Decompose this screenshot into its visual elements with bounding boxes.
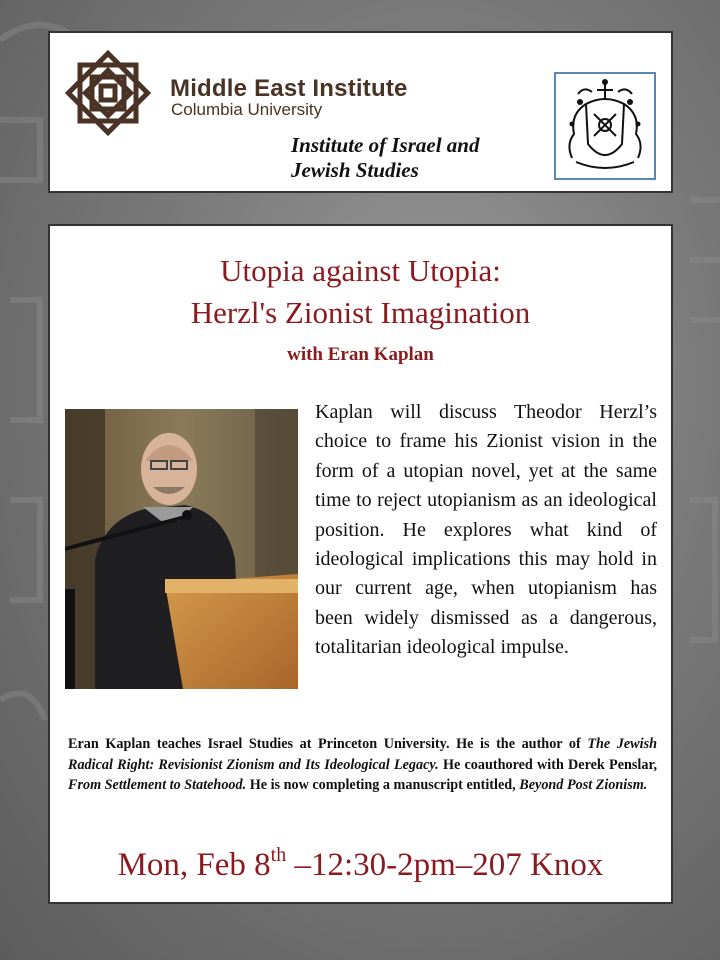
event-details	[50, 844, 671, 884]
talk-title	[50, 250, 671, 334]
bio-text-2: He coauthored with Derek Penslar,	[438, 756, 657, 773]
title-line-1: Utopia against Utopia:	[220, 253, 501, 288]
mei-star-logo-icon	[58, 43, 158, 143]
university-name: Columbia University	[171, 100, 323, 119]
event-panel	[48, 224, 673, 904]
bio-text-3: He is now completing a manuscript entitled,	[246, 777, 520, 793]
header-panel	[48, 31, 673, 193]
event-time-place: –12:30-2pm–207 Knox	[286, 847, 604, 883]
iijs-crest-icon	[556, 74, 654, 178]
title-line-2: Herzl's Zionist Imagination	[190, 295, 531, 330]
iijs-line-2: Jewish Studies	[291, 158, 419, 182]
bio-book-3: Beyond Post Zionism.	[519, 777, 648, 793]
iijs-name	[291, 133, 571, 183]
speaker-byline: with Eran Kaplan	[287, 344, 434, 365]
speaker-bio	[68, 734, 657, 796]
bio-book-2: From Settlement to Statehood.	[68, 777, 247, 793]
bio-text-1: Eran Kaplan teaches Israel Studies at Princeton University. He is the author of	[68, 736, 588, 752]
iijs-line-1: Institute of Israel and	[291, 133, 480, 157]
institute-name: Middle East Institute	[170, 75, 408, 102]
crest-frame	[554, 72, 656, 180]
talk-description: Kaplan will discuss Theodor Herzl’s choice to frame his Zionist vision in the form of a utopian novel, yet at the same time to reject utopianism as an ideological position. He explores what kind of ideological implications this may hold in our current age, when utopianism has been widely dismissed as a dangerous, totalitarian ideological impulse.	[315, 401, 657, 659]
bio-book-1: The Jewish Radical Right: Revisionist Zionism and Its Ideological Legacy.	[68, 736, 657, 773]
speaker-photo	[65, 409, 298, 689]
event-date-suffix: th	[270, 844, 287, 866]
event-date: Mon, Feb 8	[117, 847, 271, 883]
